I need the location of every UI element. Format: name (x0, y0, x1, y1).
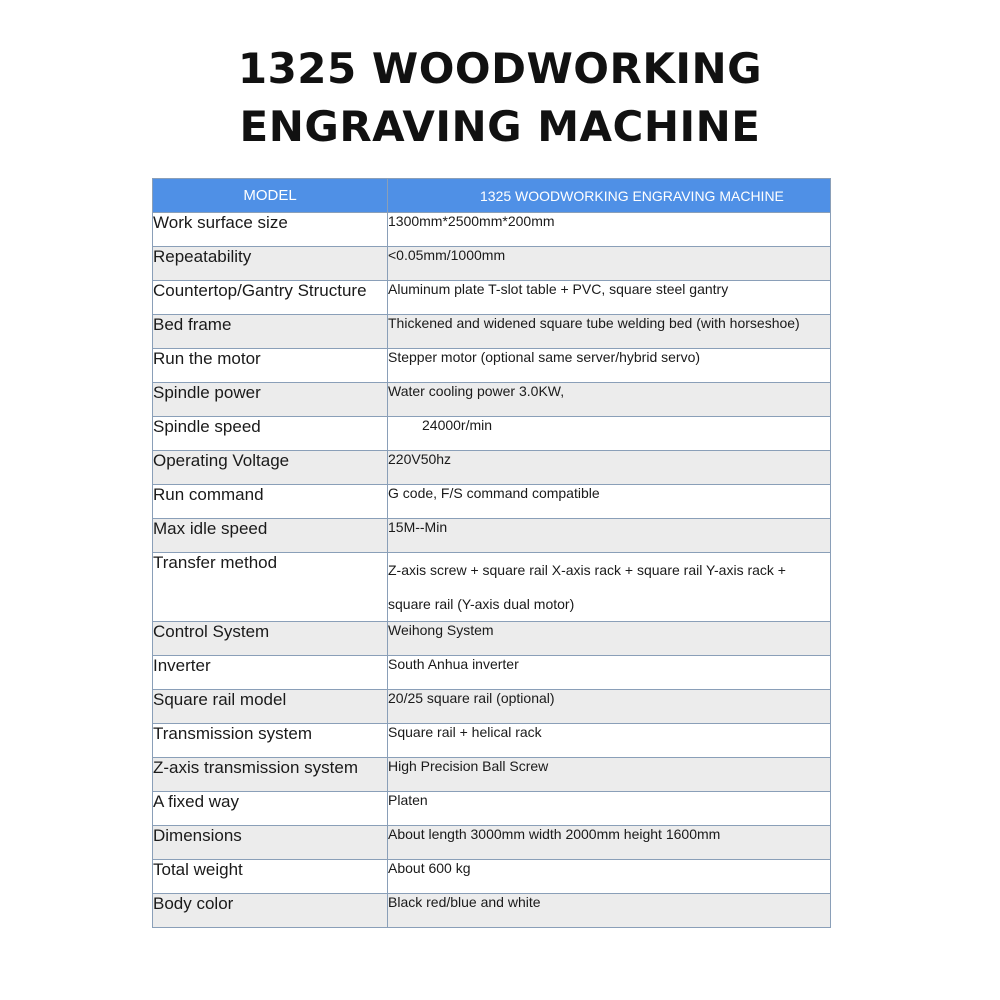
spec-key: Dimensions (153, 826, 388, 860)
table-row (153, 315, 831, 349)
spec-value: 20/25 square rail (optional) (388, 690, 831, 724)
header-model-label: MODEL (153, 179, 388, 213)
page-title (0, 40, 1000, 156)
spec-value: Z-axis screw + square rail X-axis rack + square rail Y-axis rack + square rail (Y-axis dual motor) (388, 553, 831, 622)
spec-key: Operating Voltage (153, 451, 388, 485)
spec-key: Transmission system (153, 724, 388, 758)
spec-key: Bed frame (153, 315, 388, 349)
table-row (153, 417, 831, 451)
spec-value: 220V50hz (388, 451, 831, 485)
table-row (153, 451, 831, 485)
spec-value-text: 24000r/min (422, 417, 493, 433)
spec-key: Control System (153, 622, 388, 656)
table-row (153, 622, 831, 656)
table-row (153, 724, 831, 758)
spec-value: Black red/blue and white (388, 894, 831, 928)
table-row (153, 485, 831, 519)
spec-key: Spindle power (153, 383, 388, 417)
spec-value: Weihong System (388, 622, 831, 656)
spec-key: Square rail model (153, 690, 388, 724)
table-row (153, 792, 831, 826)
table-row (153, 383, 831, 417)
table-row (153, 690, 831, 724)
spec-key: Countertop/Gantry Structure (153, 281, 388, 315)
table-header-row (153, 179, 831, 213)
table-row (153, 213, 831, 247)
spec-value: 15M--Min (388, 519, 831, 553)
spec-value: High Precision Ball Screw (388, 758, 831, 792)
table-row (153, 247, 831, 281)
spec-value: Square rail + helical rack (388, 724, 831, 758)
spec-key: Total weight (153, 860, 388, 894)
spec-table (152, 178, 831, 928)
header-model-value: 1325 WOODWORKING ENGRAVING MACHINE (388, 179, 831, 213)
spec-key: Run the motor (153, 349, 388, 383)
spec-key: Work surface size (153, 213, 388, 247)
spec-key: Body color (153, 894, 388, 928)
table-row (153, 860, 831, 894)
spec-key: Max idle speed (153, 519, 388, 553)
spec-value: South Anhua inverter (388, 656, 831, 690)
spec-key: A fixed way (153, 792, 388, 826)
spec-key: Transfer method (153, 553, 388, 622)
spec-value: 1300mm*2500mm*200mm (388, 213, 831, 247)
title-line-2: ENGRAVING MACHINE (239, 102, 761, 151)
spec-value: Stepper motor (optional same server/hybrid servo) (388, 349, 831, 383)
table-row (153, 758, 831, 792)
spec-value: G code, F/S command compatible (388, 485, 831, 519)
spec-value: Thickened and widened square tube welding bed (with horseshoe) (388, 315, 831, 349)
spec-key: Inverter (153, 656, 388, 690)
spec-value: About 600 kg (388, 860, 831, 894)
table-row (153, 894, 831, 928)
spec-value (388, 417, 831, 451)
spec-value: Aluminum plate T-slot table + PVC, square steel gantry (388, 281, 831, 315)
spec-value: Platen (388, 792, 831, 826)
spec-key: Z-axis transmission system (153, 758, 388, 792)
spec-value: <0.05mm/1000mm (388, 247, 831, 281)
spec-key: Run command (153, 485, 388, 519)
spec-value: Water cooling power 3.0KW, (388, 383, 831, 417)
title-line-1: 1325 WOODWORKING (237, 44, 763, 93)
table-row (153, 656, 831, 690)
spec-key: Repeatability (153, 247, 388, 281)
table-row (153, 553, 831, 622)
table-row (153, 826, 831, 860)
spec-key: Spindle speed (153, 417, 388, 451)
table-row (153, 281, 831, 315)
table-row (153, 519, 831, 553)
table-row (153, 349, 831, 383)
spec-value: About length 3000mm width 2000mm height 1600mm (388, 826, 831, 860)
